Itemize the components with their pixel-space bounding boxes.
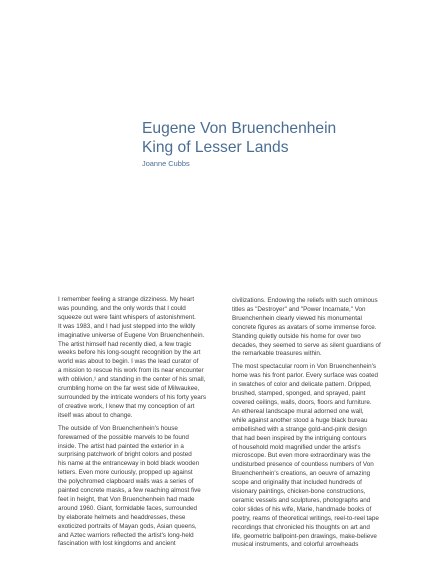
text-line: the polychromed clapboard walls was a series of [58, 478, 194, 486]
text-line: surrounded by the intricate wonders of his forty years [58, 393, 207, 401]
text-line: color slides of his wife, Marie, handmade books of [232, 505, 372, 513]
text-line: that had been inspired by the intriguing contours [232, 434, 367, 442]
text-line: musical instruments, and colorful arrowheads [232, 541, 359, 549]
text-line: was pounding, and the only words that I could [58, 304, 186, 312]
text-line: microscope. But even more extraordinary was the [232, 452, 371, 460]
body-paragraph [58, 425, 233, 550]
text-line: embellished with a strange gold-and-pink design [232, 425, 367, 433]
text-line: his name at the entranceway in bold black wooden [58, 460, 200, 468]
text-line: itself was about to change. [58, 411, 133, 419]
text-line: recordings that chronicled his thoughts on art and [232, 523, 370, 531]
text-line: I remember feeling a strange dizziness. My heart [58, 296, 195, 303]
text-line: feet in height, that Von Bruenchenhein had made [58, 495, 195, 503]
text-line: brushed, stamped, sponged, and sprayed, paint [232, 390, 366, 398]
text-line: inside. The artist had painted the exterior in a [58, 442, 184, 450]
text-line: civilizations. Endowing the reliefs with such ominous [232, 297, 378, 304]
text-line: and Aztec warriors reflected the artist's long-held [58, 531, 194, 539]
text-line: of household mold magnified under the artist's [232, 443, 361, 451]
text-line: life, geometric ballpoint-pen drawings, make-believe [232, 532, 377, 540]
text-line: It was 1983, and I had just stepped into the wildly [58, 322, 196, 330]
text-line: The outside of Von Bruenchenhein's house [58, 424, 178, 432]
text-line: imaginative universe of Eugene Von Bruenchenhein. [58, 331, 205, 339]
text-line: letters. Even more curiously, propped up against [58, 469, 193, 477]
text-line: decades, they seemed to serve as silent guardians of [232, 341, 381, 349]
text-line: around 1960. Giant, formidable faces, surrounded [58, 504, 197, 512]
text-line: the remarkable treasures within. [232, 350, 322, 358]
text-line: An ethereal landscape mural adorned one wall, [232, 407, 364, 415]
text-line: poetry, reams of theoretical writings, reel-to-reel tape [232, 514, 379, 522]
text-line: in swatches of color and delicate pattern. Dripped, [232, 381, 372, 389]
text-line: undisturbed presence of countless numbers of Von [232, 461, 374, 469]
text-line: by elaborate helmets and headdresses, these [58, 513, 186, 521]
text-line: surprising patchwork of bright colors and posted [58, 451, 192, 459]
text-line: visionary paintings, chicken-bone constructions, [232, 488, 366, 496]
text-line: while against another stood a huge black bureau [232, 416, 368, 424]
text-line: a mission to rescue his work from its near encounter [58, 367, 204, 375]
chapter-title-line: Eugene Von Bruenchenhein [142, 120, 337, 137]
text-line: titles as "Destroyer" and "Power Incarnate," Von [232, 305, 366, 313]
text-line: squeeze out were faint whispers of astonishment. [58, 313, 196, 321]
text-line: The artist himself had recently died, a few tragic [58, 340, 192, 348]
body-paragraph [232, 363, 410, 550]
text-line: Standing quietly outside his home for over two [232, 332, 361, 340]
text-line: scope and originality that included hundreds of [232, 479, 362, 487]
text-line: home was his front parlor. Every surface was coated [232, 372, 378, 380]
text-line: Bruenchenhein clearly viewed his monumental [232, 314, 362, 322]
author-name: Joanne Cubbs [142, 159, 190, 168]
body-paragraph [232, 297, 410, 359]
text-line: crumbling home on the far west side of Milwaukee, [58, 385, 200, 393]
text-line: Bruenchenhein's creations, an oeuvre of amazing [232, 470, 371, 478]
text-line: fascination with lost kingdoms and ancient [58, 540, 176, 548]
body-paragraph [58, 296, 233, 421]
text-line: of creative work, I knew that my conception of art [58, 402, 195, 410]
left-text-column [58, 296, 233, 549]
text-line: world was about to begin. I was the lead curator of [58, 358, 199, 366]
text-line: with oblivion,¹ and standing in the center of his small, [58, 376, 206, 384]
text-line: concrete figures as avatars of some immense force. [232, 323, 377, 331]
chapter-heading [142, 120, 422, 168]
right-text-column [232, 297, 410, 550]
text-line: covered ceilings, walls, doors, floors and furniture. [232, 398, 372, 406]
text-line: forewarned of the possible marvels to be found [58, 433, 189, 441]
text-line: exoticized portraits of Mayan gods, Asian queens, [58, 522, 197, 530]
text-line: ceramic vessels and sculptures, photographs and [232, 496, 371, 504]
text-line: painted concrete masks, a few reaching almost five [58, 487, 201, 495]
chapter-title-line: King of Lesser Lands [142, 138, 289, 156]
text-line: weeks before his long-sought recognition by the art [58, 349, 201, 357]
text-line: The most spectacular room in Von Bruenchenhein's [232, 363, 377, 371]
